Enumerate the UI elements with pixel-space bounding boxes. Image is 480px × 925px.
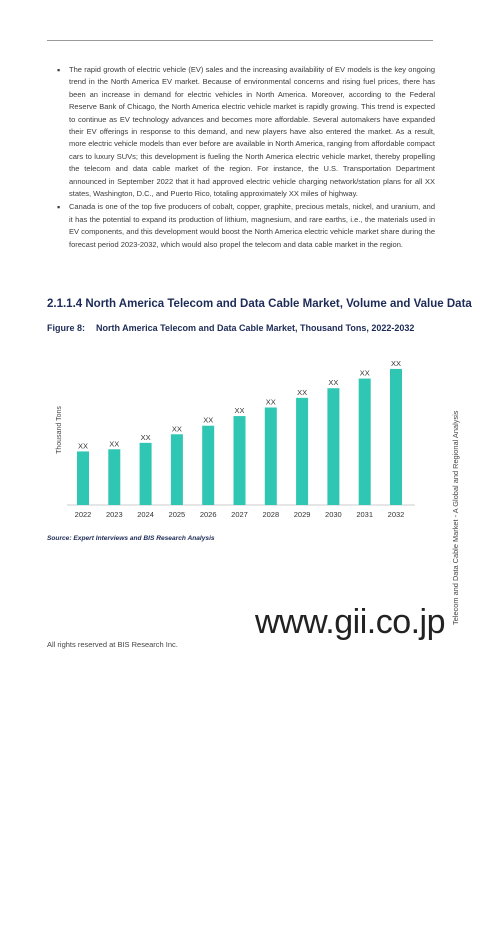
x-tick-label: 2029 [293,510,311,519]
x-tick-label: 2025 [168,510,186,519]
bar-data-label: XX [234,406,245,416]
x-tick-label: 2031 [356,510,374,519]
bullet-icon: ▪ [57,202,61,213]
x-tick-label: 2028 [262,510,280,519]
x-tick-label: 2023 [105,510,123,519]
source-note: Source: Expert Interviews and BIS Research Analysis [47,535,215,542]
footer-text: All rights reserved at BIS Research Inc. [47,640,178,649]
bar [140,443,152,505]
bar [77,451,89,505]
bullet-item [57,201,435,251]
x-tick-label: 2027 [231,510,248,519]
x-tick-label: 2032 [387,510,405,519]
top-rule [47,40,433,41]
bullet-list [57,64,435,252]
y-axis-label: Thousand Tons [56,406,63,454]
side-title-wrap [451,410,463,925]
x-tick-label: 2030 [325,510,342,519]
section-title: 2.1.1.4 North America Telecom and Data Cable Market, Volume and Value Data [47,298,472,310]
bar-data-label: XX [265,397,276,407]
bar [202,426,214,505]
bar-data-label: XX [359,368,370,378]
bar-data-label: XX [140,432,151,442]
figure-caption [47,322,437,334]
bar-data-label: XX [328,378,339,388]
bar [234,416,246,505]
bar [327,388,339,505]
x-tick-label: 2022 [74,510,92,519]
bar-data-label: XX [109,439,120,449]
bar [390,369,402,505]
bar [359,379,371,505]
bar [108,449,120,505]
bullet-icon: ▪ [57,65,61,75]
figure-title: North America Telecom and Data Cable Market, Thousand Tons, 2022-2032 [96,323,415,333]
bar [171,434,183,505]
bar [265,408,277,506]
bar-data-label: XX [77,441,89,451]
bar-chart [47,355,417,527]
bullet-item [57,64,435,200]
bar-data-label: XX [297,387,308,397]
bullet-text: Canada is one of the top five producers of cobalt, copper, graphite, precious metals, nickel, and uranium, and it has the potential to expand its production of lithium, magnesium, and rare earths, i.e., the materials used in EV components, and this development would boost the North America electric vehicle market share during the forecast period 2023-2032, which would also propel the telecom and data cable market in the region. [69,202,435,249]
side-title: Telecom and Data Cable Market - A Global and Regional Analysis [451,410,460,625]
bar-data-label: XX [203,415,214,425]
x-tick-label: 2024 [137,510,154,519]
figure-label: Figure 8: [47,323,86,333]
bar [296,398,308,505]
x-tick-label: 2026 [199,510,217,519]
bullet-text: The rapid growth of electric vehicle (EV) sales and the increasing availability of EV models is the key ongoing trend in the North America EV market. Because of environmental concerns and rising fuel prices, there has been an increase in demand for electric vehicles in North America. Moreover, according to the Federal Reserve Bank of Chicago, the North America electric vehicle market is rapidly growing. This trend is expected to continue as EV technology advances and becomes more affordable. Several automakers have expanded their EV offerings in response to this demand, and new players have also entered the market. As a result, more electric vehicle models than ever before are available in North America, ranging from affordable compact cars to luxury SUVs; this development is fueling the North America electric vehicle market, thereby propelling the telecom and data cable market of the region. For instance, the U.S. Transportation Department announced in September 2022 that it had approved electric vehicle charging network/station plans for all XX states, Washington, D.C., and Puerto Rico, totaling approximately XX miles of highway. [69,65,435,199]
watermark: www.gii.co.jp [255,603,446,641]
bar-data-label: XX [171,424,182,434]
bar-data-label: XX [390,358,402,368]
